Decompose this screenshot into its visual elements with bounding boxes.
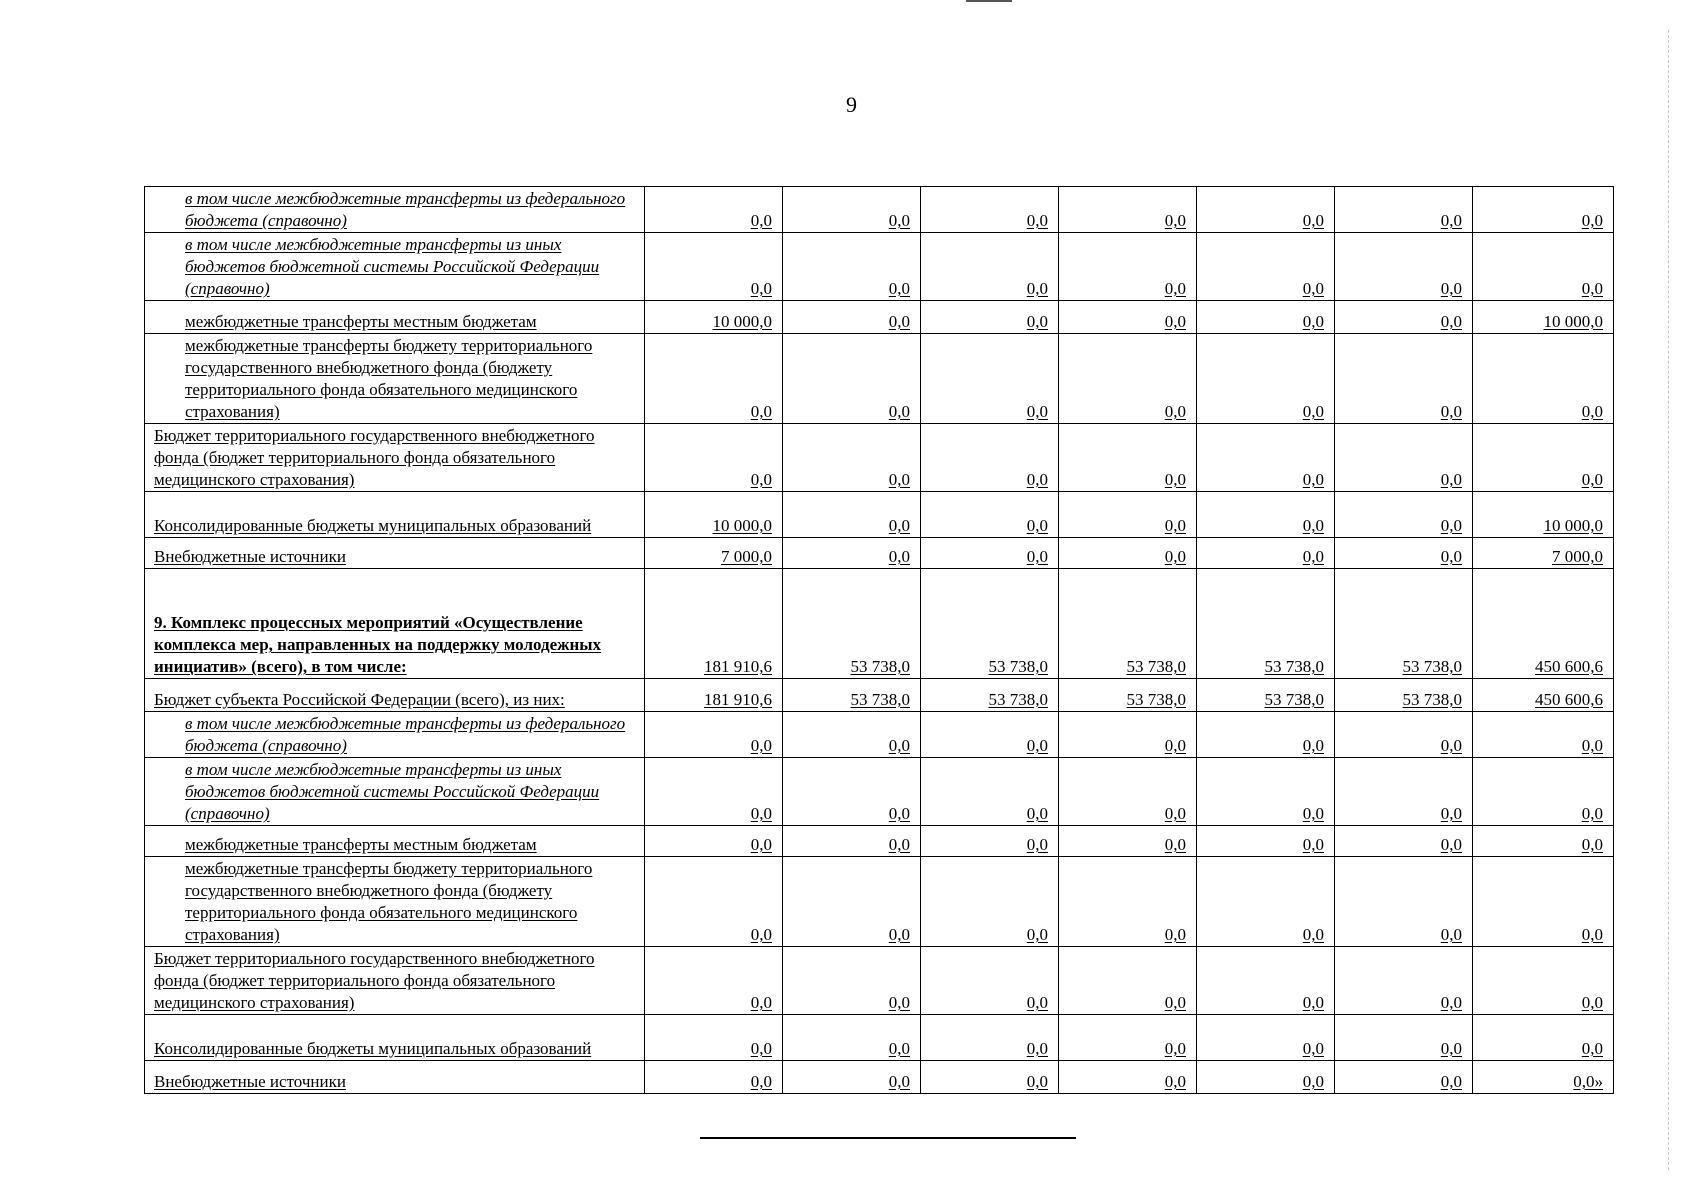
value-cell: 0,0 xyxy=(921,334,1059,424)
value-cell: 450 600,6 xyxy=(1473,679,1614,712)
value-cell: 0,0 xyxy=(1335,538,1473,569)
value-cell: 0,0 xyxy=(645,826,783,857)
value-cell: 0,0 xyxy=(921,857,1059,947)
value-cell: 53 738,0 xyxy=(783,569,921,679)
value-cell: 0,0 xyxy=(921,492,1059,538)
budget-table xyxy=(144,186,1614,1094)
value-cell: 10 000,0 xyxy=(645,301,783,334)
value-cell: 0,0 xyxy=(645,424,783,492)
scan-top-mark xyxy=(966,0,1012,2)
value-cell: 53 738,0 xyxy=(1335,679,1473,712)
value-cell: 0,0 xyxy=(783,826,921,857)
bottom-rule xyxy=(700,1137,1076,1139)
value-cell: 0,0 xyxy=(1197,1015,1335,1061)
value-cell: 0,0 xyxy=(1197,947,1335,1015)
table-row xyxy=(145,569,1614,679)
value-cell: 0,0 xyxy=(921,424,1059,492)
scan-edge-mark xyxy=(1668,30,1669,1170)
value-cell: 0,0 xyxy=(1197,492,1335,538)
value-cell: 0,0 xyxy=(921,187,1059,233)
page-number: 9 xyxy=(846,92,857,117)
table-row xyxy=(145,334,1614,424)
value-cell: 53 738,0 xyxy=(1059,569,1197,679)
value-cell: 0,0 xyxy=(645,857,783,947)
value-cell: 53 738,0 xyxy=(921,679,1059,712)
value-cell: 10 000,0 xyxy=(645,492,783,538)
value-cell: 0,0 xyxy=(1473,758,1614,826)
value-cell: 0,0 xyxy=(1197,301,1335,334)
value-cell: 0,0 xyxy=(645,334,783,424)
value-cell: 0,0 xyxy=(1335,1061,1473,1094)
value-cell: 0,0 xyxy=(1473,187,1614,233)
value-cell: 0,0 xyxy=(783,1015,921,1061)
value-cell: 0,0 xyxy=(645,1015,783,1061)
row-label: межбюджетные трансферты бюджету территориального государственного внебюджетного фонда (бюджету территориального фонда обязательного медицинского страхования) xyxy=(145,857,645,947)
value-cell: 0,0 xyxy=(783,301,921,334)
value-cell: 0,0 xyxy=(1197,826,1335,857)
value-cell: 0,0 xyxy=(1059,1015,1197,1061)
value-cell: 0,0 xyxy=(1059,301,1197,334)
value-cell: 0,0 xyxy=(645,233,783,301)
value-cell: 0,0 xyxy=(1335,758,1473,826)
value-cell: 0,0 xyxy=(1059,712,1197,758)
value-cell: 0,0 xyxy=(1335,492,1473,538)
value-cell: 0,0 xyxy=(1059,187,1197,233)
row-label: Бюджет территориального государственного внебюджетного фонда (бюджет территориального фонда обязательного медицинского страхования) xyxy=(145,947,645,1015)
value-cell: 0,0 xyxy=(1059,947,1197,1015)
value-cell: 0,0 xyxy=(1473,947,1614,1015)
value-cell: 0,0 xyxy=(1335,301,1473,334)
table-row xyxy=(145,826,1614,857)
value-cell: 0,0 xyxy=(783,233,921,301)
table-row xyxy=(145,1015,1614,1061)
table-body xyxy=(145,187,1614,1094)
row-label: 9. Комплекс процессных мероприятий «Осуществление комплекса мер, направленных на поддержку молодежных инициатив» (всего), в том числе: xyxy=(145,569,645,679)
row-label: Консолидированные бюджеты муниципальных образований xyxy=(145,492,645,538)
value-cell: 0,0 xyxy=(1059,233,1197,301)
value-cell: 0,0 xyxy=(921,947,1059,1015)
value-cell: 0,0 xyxy=(1059,424,1197,492)
value-cell: 0,0 xyxy=(1197,334,1335,424)
row-label: в том числе межбюджетные трансферты из федерального бюджета (справочно) xyxy=(145,187,645,233)
value-cell: 0,0 xyxy=(783,947,921,1015)
value-cell: 0,0 xyxy=(783,492,921,538)
value-cell: 0,0 xyxy=(1197,857,1335,947)
row-label: в том числе межбюджетные трансферты из иных бюджетов бюджетной системы Российской Федерации (справочно) xyxy=(145,758,645,826)
table-row xyxy=(145,1061,1614,1094)
value-cell: 0,0 xyxy=(921,712,1059,758)
value-cell: 0,0» xyxy=(1473,1061,1614,1094)
value-cell: 0,0 xyxy=(1197,424,1335,492)
table-row xyxy=(145,424,1614,492)
table-row xyxy=(145,679,1614,712)
value-cell: 0,0 xyxy=(1335,233,1473,301)
value-cell: 0,0 xyxy=(1473,424,1614,492)
table-row xyxy=(145,947,1614,1015)
value-cell: 0,0 xyxy=(645,1061,783,1094)
value-cell: 7 000,0 xyxy=(1473,538,1614,569)
row-label: Внебюджетные источники xyxy=(145,538,645,569)
value-cell: 53 738,0 xyxy=(1197,569,1335,679)
value-cell: 53 738,0 xyxy=(783,679,921,712)
value-cell: 0,0 xyxy=(783,1061,921,1094)
value-cell: 0,0 xyxy=(645,187,783,233)
row-label: межбюджетные трансферты местным бюджетам xyxy=(145,301,645,334)
row-label: Внебюджетные источники xyxy=(145,1061,645,1094)
value-cell: 0,0 xyxy=(921,1061,1059,1094)
value-cell: 181 910,6 xyxy=(645,679,783,712)
value-cell: 53 738,0 xyxy=(1335,569,1473,679)
value-cell: 0,0 xyxy=(783,712,921,758)
value-cell: 0,0 xyxy=(1335,826,1473,857)
value-cell: 10 000,0 xyxy=(1473,301,1614,334)
value-cell: 0,0 xyxy=(1335,1015,1473,1061)
value-cell: 0,0 xyxy=(1335,712,1473,758)
value-cell: 0,0 xyxy=(1335,424,1473,492)
value-cell: 0,0 xyxy=(921,538,1059,569)
value-cell: 0,0 xyxy=(1197,758,1335,826)
value-cell: 53 738,0 xyxy=(921,569,1059,679)
value-cell: 0,0 xyxy=(1059,758,1197,826)
value-cell: 0,0 xyxy=(1059,857,1197,947)
value-cell: 0,0 xyxy=(1059,334,1197,424)
row-label: Консолидированные бюджеты муниципальных образований xyxy=(145,1015,645,1061)
value-cell: 0,0 xyxy=(1197,187,1335,233)
value-cell: 0,0 xyxy=(921,758,1059,826)
value-cell: 0,0 xyxy=(1197,712,1335,758)
value-cell: 7 000,0 xyxy=(645,538,783,569)
value-cell: 0,0 xyxy=(783,857,921,947)
value-cell: 0,0 xyxy=(921,233,1059,301)
value-cell: 0,0 xyxy=(1197,538,1335,569)
row-label: Бюджет субъекта Российской Федерации (всего), из них: xyxy=(145,679,645,712)
row-label: в том числе межбюджетные трансферты из федерального бюджета (справочно) xyxy=(145,712,645,758)
table-row xyxy=(145,187,1614,233)
value-cell: 0,0 xyxy=(921,826,1059,857)
row-label: Бюджет территориального государственного внебюджетного фонда (бюджет территориального фонда обязательного медицинского страхования) xyxy=(145,424,645,492)
value-cell: 0,0 xyxy=(921,301,1059,334)
value-cell: 0,0 xyxy=(1473,857,1614,947)
value-cell: 0,0 xyxy=(1335,334,1473,424)
value-cell: 0,0 xyxy=(1335,187,1473,233)
value-cell: 0,0 xyxy=(783,424,921,492)
value-cell: 0,0 xyxy=(1335,857,1473,947)
value-cell: 0,0 xyxy=(645,758,783,826)
value-cell: 0,0 xyxy=(1473,1015,1614,1061)
value-cell: 0,0 xyxy=(783,334,921,424)
value-cell: 0,0 xyxy=(783,758,921,826)
table-row xyxy=(145,538,1614,569)
value-cell: 0,0 xyxy=(1473,233,1614,301)
value-cell: 10 000,0 xyxy=(1473,492,1614,538)
value-cell: 0,0 xyxy=(645,947,783,1015)
table-row xyxy=(145,712,1614,758)
value-cell: 0,0 xyxy=(783,187,921,233)
value-cell: 0,0 xyxy=(1059,538,1197,569)
table-row xyxy=(145,301,1614,334)
value-cell: 0,0 xyxy=(1197,233,1335,301)
value-cell: 0,0 xyxy=(1335,947,1473,1015)
value-cell: 450 600,6 xyxy=(1473,569,1614,679)
value-cell: 53 738,0 xyxy=(1059,679,1197,712)
value-cell: 0,0 xyxy=(645,712,783,758)
value-cell: 0,0 xyxy=(783,538,921,569)
row-label: межбюджетные трансферты бюджету территориального государственного внебюджетного фонда (бюджету территориального фонда обязательного медицинского страхования) xyxy=(145,334,645,424)
value-cell: 0,0 xyxy=(1059,826,1197,857)
value-cell: 0,0 xyxy=(1473,712,1614,758)
value-cell: 53 738,0 xyxy=(1197,679,1335,712)
table-row xyxy=(145,857,1614,947)
table-row xyxy=(145,233,1614,301)
value-cell: 0,0 xyxy=(1059,1061,1197,1094)
table-row xyxy=(145,758,1614,826)
row-label: в том числе межбюджетные трансферты из иных бюджетов бюджетной системы Российской Федерации (справочно) xyxy=(145,233,645,301)
value-cell: 0,0 xyxy=(921,1015,1059,1061)
table-row xyxy=(145,492,1614,538)
value-cell: 0,0 xyxy=(1197,1061,1335,1094)
value-cell: 0,0 xyxy=(1059,492,1197,538)
value-cell: 0,0 xyxy=(1473,826,1614,857)
row-label: межбюджетные трансферты местным бюджетам xyxy=(145,826,645,857)
value-cell: 181 910,6 xyxy=(645,569,783,679)
value-cell: 0,0 xyxy=(1473,334,1614,424)
